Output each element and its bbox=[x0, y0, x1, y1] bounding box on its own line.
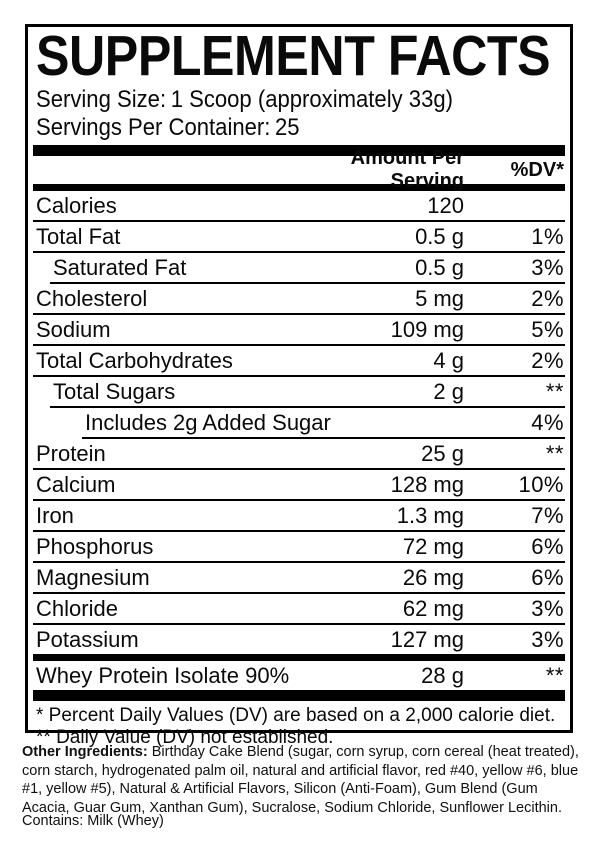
nutrient-name: Total Fat bbox=[36, 223, 121, 249]
nutrient-dv: 3% bbox=[531, 626, 564, 652]
nutrient-amount: 25 g bbox=[421, 440, 464, 466]
nutrient-dv: ** bbox=[545, 378, 564, 404]
nutrient-amount: 28 g bbox=[421, 662, 464, 688]
nutrient-dv: 3% bbox=[531, 254, 564, 280]
nutrient-row bbox=[33, 532, 565, 563]
nutrient-dv: 10% bbox=[518, 471, 564, 497]
nutrient-amount: 120 bbox=[427, 192, 464, 218]
nutrient-row bbox=[33, 191, 565, 222]
nutrient-row bbox=[33, 439, 565, 470]
nutrient-amount: 5 mg bbox=[415, 285, 464, 311]
nutrient-amount: 1.3 mg bbox=[396, 502, 464, 528]
nutrient-amount: 128 mg bbox=[390, 471, 464, 497]
nutrient-amount: 4 g bbox=[433, 347, 464, 373]
nutrient-row bbox=[33, 501, 565, 532]
other-ingredients-label: Other Ingredients: bbox=[22, 744, 148, 760]
thick-divider-bar bbox=[33, 690, 565, 701]
servings-per-container-value: 25 bbox=[275, 114, 300, 141]
nutrient-name: Whey Protein Isolate 90% bbox=[36, 662, 290, 688]
nutrient-name: Iron bbox=[36, 502, 74, 528]
nutrient-name: Calories bbox=[36, 192, 117, 218]
header-divider-bar bbox=[33, 184, 565, 191]
nutrient-name: Sodium bbox=[36, 316, 111, 342]
nutrient-row bbox=[33, 625, 565, 654]
nutrient-dv: 1% bbox=[531, 223, 564, 249]
serving-size-value: 1 Scoop (approximately 33g) bbox=[170, 86, 453, 113]
nutrient-amount: 2 g bbox=[433, 378, 464, 404]
serving-info bbox=[36, 86, 565, 142]
nutrient-amount: 26 mg bbox=[402, 564, 464, 590]
serving-size-label: Serving Size: bbox=[36, 86, 167, 113]
serving-size-line bbox=[36, 86, 523, 114]
nutrient-row bbox=[33, 594, 565, 625]
nutrient-row bbox=[50, 253, 565, 284]
nutrient-row bbox=[33, 661, 565, 690]
label-title: SUPPLEMENT FACTS bbox=[36, 24, 551, 88]
servings-per-container-label: Servings Per Container: bbox=[36, 114, 271, 141]
nutrient-dv: ** bbox=[545, 662, 564, 688]
nutrient-name: Total Sugars bbox=[53, 378, 176, 404]
nutrient-dv: 3% bbox=[531, 595, 564, 621]
nutrient-amount: 62 mg bbox=[402, 595, 464, 621]
contains-allergen-line: Contains: Milk (Whey) bbox=[22, 813, 164, 829]
nutrient-row bbox=[50, 377, 565, 408]
nutrient-amount: 0.5 g bbox=[415, 223, 464, 249]
nutrient-amount: 0.5 g bbox=[415, 254, 464, 280]
nutrient-amount: 127 mg bbox=[390, 626, 464, 652]
nutrient-rows bbox=[33, 191, 565, 701]
nutrient-name: Includes 2g Added Sugar bbox=[85, 409, 331, 435]
nutrient-name: Magnesium bbox=[36, 564, 150, 590]
nutrient-dv: 2% bbox=[531, 347, 564, 373]
thick-divider-bar bbox=[33, 654, 565, 661]
footnote-dv: * Percent Daily Values (DV) are based on a 2,000 calorie diet. bbox=[36, 705, 556, 726]
nutrient-row bbox=[82, 408, 565, 439]
nutrient-name: Saturated Fat bbox=[53, 254, 187, 280]
nutrient-name: Phosphorus bbox=[36, 533, 154, 559]
nutrient-name: Potassium bbox=[36, 626, 139, 652]
nutrient-amount: 109 mg bbox=[390, 316, 464, 342]
nutrient-name: Total Carbohydrates bbox=[36, 347, 233, 373]
nutrient-dv: ** bbox=[545, 440, 564, 466]
servings-per-container-line bbox=[36, 114, 523, 142]
nutrient-dv: 6% bbox=[531, 564, 564, 590]
nutrient-name: Calcium bbox=[36, 471, 116, 497]
facts-box bbox=[25, 24, 573, 748]
other-ingredients-text: Birthday Cake Blend (sugar, corn syrup, corn cereal (heat treated), corn starch, hydrogenated palm oil, natural and artificial flavor, red #40, yellow #6, blue #1, yellow #5), Natural & Artificial Flavors, Silicon (Anti-Foam), Gum Blend (Gum Acacia, Guar Gum, Xanthan Gum), Sucralose, Sodium Chloride, Sunflower Lecithin. bbox=[22, 744, 579, 816]
nutrient-dv: 5% bbox=[531, 316, 564, 342]
other-ingredients-paragraph bbox=[22, 743, 582, 817]
nutrient-amount: 72 mg bbox=[402, 533, 464, 559]
nutrient-dv: 2% bbox=[531, 285, 564, 311]
nutrient-row bbox=[33, 315, 565, 346]
nutrient-row bbox=[33, 470, 565, 501]
nutrient-name: Protein bbox=[36, 440, 106, 466]
nutrient-row bbox=[33, 563, 565, 594]
nutrient-name: Chloride bbox=[36, 595, 118, 621]
nutrient-dv: 4% bbox=[531, 409, 564, 435]
dv-header: %DV* bbox=[510, 158, 564, 181]
nutrient-dv: 7% bbox=[531, 502, 564, 528]
nutrient-name: Cholesterol bbox=[36, 285, 148, 311]
nutrient-dv: 6% bbox=[531, 533, 564, 559]
nutrient-row bbox=[33, 284, 565, 315]
thick-divider-bar-top bbox=[33, 145, 565, 156]
nutrient-row bbox=[33, 346, 565, 377]
nutrient-row bbox=[33, 222, 565, 253]
column-header-row bbox=[33, 147, 565, 192]
amount-per-serving-header: Amount Per Serving bbox=[350, 147, 464, 192]
footnote-not-established: ** Daily Value (DV) not established. bbox=[36, 727, 334, 748]
